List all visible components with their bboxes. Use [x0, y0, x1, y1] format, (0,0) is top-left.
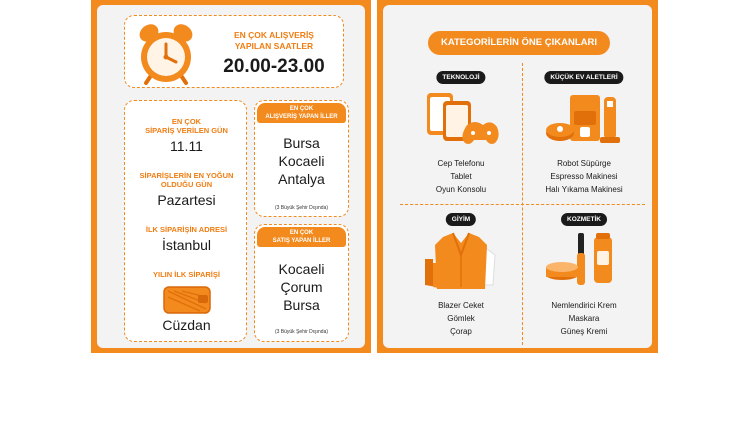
- wallet-icon: [162, 282, 212, 316]
- peak-hours-title-line1: EN ÇOK ALIŞVERİŞ: [234, 30, 314, 40]
- top-selling-cities-card: [254, 224, 349, 342]
- category-item: Çorap: [450, 327, 472, 336]
- category-item: Tablet: [450, 172, 472, 181]
- top-shopping-cities-note: (3 Büyük Şehir Dışında): [274, 205, 329, 211]
- first-order-of-year-label: YILIN İLK SİPARİŞİ: [153, 270, 220, 279]
- category-item: Oyun Konsolu: [435, 185, 487, 194]
- top-selling-cities-note: (3 Büyük Şehir Dışında): [274, 329, 329, 335]
- top-order-day-label-line1: EN ÇOK: [171, 117, 202, 126]
- first-order-of-year-value: Cüzdan: [162, 317, 211, 333]
- first-order-address-label: İLK SİPARİŞİN ADRESİ: [145, 225, 228, 234]
- category-small-appliances: [523, 63, 645, 204]
- busiest-day-value: Pazartesi: [157, 192, 216, 208]
- order-stats-card: [124, 100, 247, 342]
- stats-panel: [91, 0, 371, 353]
- city-item: Antalya: [278, 171, 325, 187]
- category-item: Cep Telefonu: [437, 159, 485, 168]
- top-selling-cities-list: [255, 260, 348, 314]
- top-shopping-cities-card: [254, 100, 349, 217]
- peak-hours-card: [124, 15, 344, 88]
- category-tag: KOZMETİK: [561, 213, 607, 226]
- category-clothing: [400, 205, 522, 346]
- top-selling-cities-header-line1: EN ÇOK: [289, 230, 314, 236]
- top-shopping-cities-header-line2: ALIŞVERİŞ YAPAN İLLER: [265, 114, 338, 120]
- city-item: Çorum: [280, 279, 323, 295]
- alarm-clock-icon: [135, 22, 197, 86]
- phone-tablet-console-icon: [421, 87, 501, 149]
- stats-panel-inner: [97, 5, 365, 348]
- category-tag: KÜÇÜK EV ALETLERİ: [544, 71, 623, 84]
- category-item: Nemlendirici Krem: [551, 301, 617, 310]
- robot-vacuum-espresso-icon: [544, 87, 624, 149]
- top-shopping-cities-header: [257, 103, 346, 123]
- top-selling-cities-header: [257, 227, 346, 247]
- category-item: Gömlek: [447, 314, 475, 323]
- categories-banner: KATEGORİLERİN ÖNE ÇIKANLARI: [428, 31, 610, 55]
- busiest-day-label-line1: SİPARİŞLERİN EN YOĞUN: [139, 171, 234, 180]
- city-item: Bursa: [283, 135, 320, 151]
- top-order-day-label: [125, 117, 248, 135]
- category-technology: [400, 63, 522, 204]
- top-shopping-cities-list: [255, 134, 348, 188]
- top-order-day-label-line2: SİPARİŞ VERİLEN GÜN: [145, 126, 228, 135]
- peak-hours-title: [209, 30, 339, 52]
- top-shopping-cities-header-line1: EN ÇOK: [289, 106, 314, 112]
- category-items: [523, 299, 645, 338]
- category-tag: TEKNOLOJİ: [436, 71, 485, 84]
- top-selling-cities-header-line2: SATIŞ YAPAN İLLER: [272, 238, 331, 244]
- categories-grid: [400, 63, 645, 345]
- categories-panel: [377, 0, 658, 353]
- category-item: Maskara: [568, 314, 600, 323]
- city-item: Kocaeli: [278, 153, 325, 169]
- first-order-address-value: İstanbul: [161, 237, 212, 253]
- blazer-shirt-socks-icon: [421, 229, 501, 291]
- peak-hours-title-line2: YAPILAN SAATLER: [234, 41, 314, 51]
- busiest-day-label: [125, 171, 248, 189]
- category-cosmetics: [523, 205, 645, 346]
- category-item: Halı Yıkama Makinesi: [545, 185, 623, 194]
- busiest-day-label-line2: OLDUĞU GÜN: [160, 180, 213, 189]
- category-items: [400, 157, 522, 196]
- category-item: Robot Süpürge: [557, 159, 611, 168]
- top-order-day-value: 11.11: [170, 138, 203, 154]
- categories-panel-inner: [383, 5, 652, 348]
- cream-mascara-sunscreen-icon: [544, 229, 624, 291]
- category-item: Güneş Kremi: [560, 327, 608, 336]
- peak-hours-value: 20.00-23.00: [223, 56, 325, 77]
- city-item: Bursa: [283, 297, 320, 313]
- category-items: [400, 299, 522, 338]
- category-items: [523, 157, 645, 196]
- city-item: Kocaeli: [278, 261, 325, 277]
- category-tag: GİYİM: [446, 213, 476, 226]
- category-item: Espresso Makinesi: [550, 172, 618, 181]
- category-item: Blazer Ceket: [438, 301, 484, 310]
